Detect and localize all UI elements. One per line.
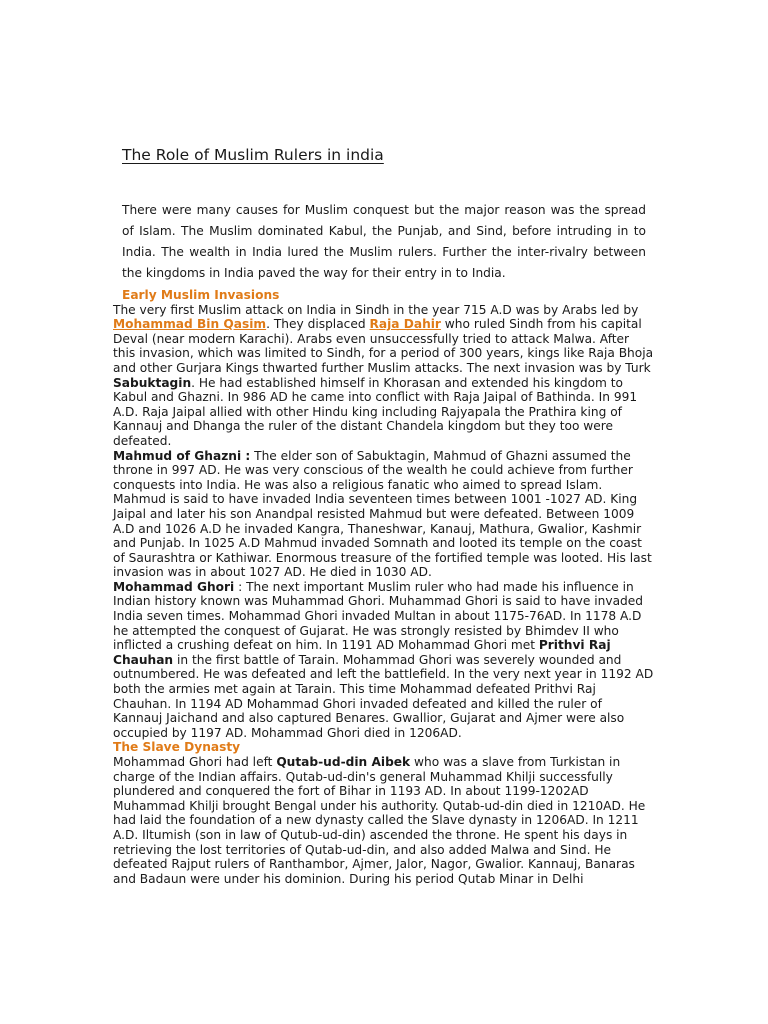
text-span: in the first battle of Tarain. Mohammad Ghori was severely wounded and outnumbered. He was defeated and left the battlefield. In the very next year in 1192 AD both the armies met again at Tarain. This time Mohammad defeated Prithvi Raj Chauhan. In 1194 AD Mohammad Ghori invaded defeated and killed the ruler of Kannauj Jaichand and also captured Benares. Gwallior, Gujarat and Ajmer were also occupied by 1197 AD. Mohammad Ghori died in 1206AD.: [113, 652, 654, 740]
paragraph-mahmud-of-ghazni: [113, 449, 655, 580]
text-span: The very first Muslim attack on India in Sindh in the year 715 A.D was by Arabs led by: [113, 302, 639, 317]
link-mohammad-bin-qasim[interactable]: Mohammad Bin Qasim: [113, 317, 267, 332]
text-span: The elder son of Sabuktagin, Mahmud of Ghazni assumed the throne in 997 AD. He was very conscious of the wealth he could achieve from further conquests into India. He was also a religious fanatic who aimed to spread Islam. Mahmud is said to have invaded India seventeen times between 1001 -1027 AD. King Jaipal and later his son Anandpal resisted Mahmud but were defeated. Between 1009 A.D and 1026 A.D he invaded Kangra, Thaneshwar, Kanauj, Mathura, Gwalior, Kashmir and Punjab. In 1025 A.D Mahmud invaded Somnath and looted its temple on the coast of Saurashtra or Kathiwar. Enormous treasure of the fortified temple was looted. His last invasion was in about 1027 AD. He died in 1030 AD.: [113, 448, 652, 580]
heading-early-muslim-invasions: Early Muslim Invasions: [122, 288, 280, 302]
intro-paragraph: There were many causes for Muslim conquest but the major reason was the spread of Islam. The Muslim dominated Kabul, the Punjab, and Sind, before intruding in to India. The wealth in India lured the Muslim rulers. Further the inter-rivalry between the kingdoms in India paved the way for their entry in to India.: [122, 203, 646, 280]
bold-prithvi-raj-chauhan: Prithvi Raj Chauhan: [113, 638, 611, 667]
bold-sabuktagin: Sabuktagin: [113, 375, 192, 390]
link-raja-dahir[interactable]: Raja Dahir: [369, 317, 441, 332]
paragraph-early-invasions: [113, 303, 655, 449]
bold-qutab-ud-din-aibek: Qutab-ud-din Aibek: [276, 755, 411, 769]
label-mahmud-of-ghazni: Mahmud of Ghazni :: [113, 448, 251, 463]
page-title: The Role of Muslim Rulers in india: [122, 146, 384, 164]
document-body: [113, 288, 655, 886]
text-span: Mohammad Ghori had left: [113, 755, 277, 769]
paragraph-slave-dynasty: [113, 755, 655, 886]
label-mohammad-ghori: Mohammad Ghori: [113, 579, 235, 594]
text-span: who ruled Sindh from his capital Deval (near modern Karachi). Arabs even unsuccessfully tried to attack Malwa. After this invasion, which was limited to Sindh, for a period of 300 years, kings like Raja Bhoja and other Gurjara Kings thwarted further Muslim attacks. The next invasion was by Turk: [113, 317, 654, 375]
text-span: who was a slave from Turkistan in charge of the Indian affairs. Qutab-ud-din's general Muhammad Khilji successfully plundered and conquered the fort of Bihar in 1193 AD. In about 1199-1202AD Muhammad Khilji brought Bengal under his authority. Qutab-ud-din died in 1210AD. He had laid the foundation of a new dynasty called the Slave dynasty in 1206AD. In 1211 A.D. Iltumish (son in law of Qutub-ud-din) ascended the throne. He spent his days in retrieving the lost territories of Qutab-ud-din, and also added Malwa and Sind. He defeated Rajput rulers of Ranthambor, Ajmer, Jalor, Nagor, Gwalior. Kannauj, Banaras and Badaun were under his dominion. During his period Qutab Minar in Delhi: [113, 755, 646, 886]
text-span: : The next important Muslim ruler who had made his influence in Indian history known was Muhammad Ghori. Muhammad Ghori is said to have invaded India seven times. Mohammad Ghori invaded Multan in about 1175-76AD. In 1178 A.D he attempted the conquest of Gujarat. He was strongly resisted by Bhimdev II who inflicted a crushing defeat on him. In 1191 AD Mohammad Ghori met: [113, 579, 644, 653]
text-span: . They displaced: [266, 317, 370, 332]
paragraph-mohammad-ghori: [113, 580, 655, 741]
heading-slave-dynasty: The Slave Dynasty: [113, 740, 241, 755]
text-span: . He had established himself in Khorasan and extended his kingdom to Kabul and Ghazni. In 986 AD he came into conflict with Raja Jaipal of Bathinda. In 991 A.D. Raja Jaipal allied with other Hindu king including Rajyapala the Prathira king of Kannauj and Dhanga the ruler of the distant Chandela kingdom but they too were defeated.: [113, 375, 638, 448]
